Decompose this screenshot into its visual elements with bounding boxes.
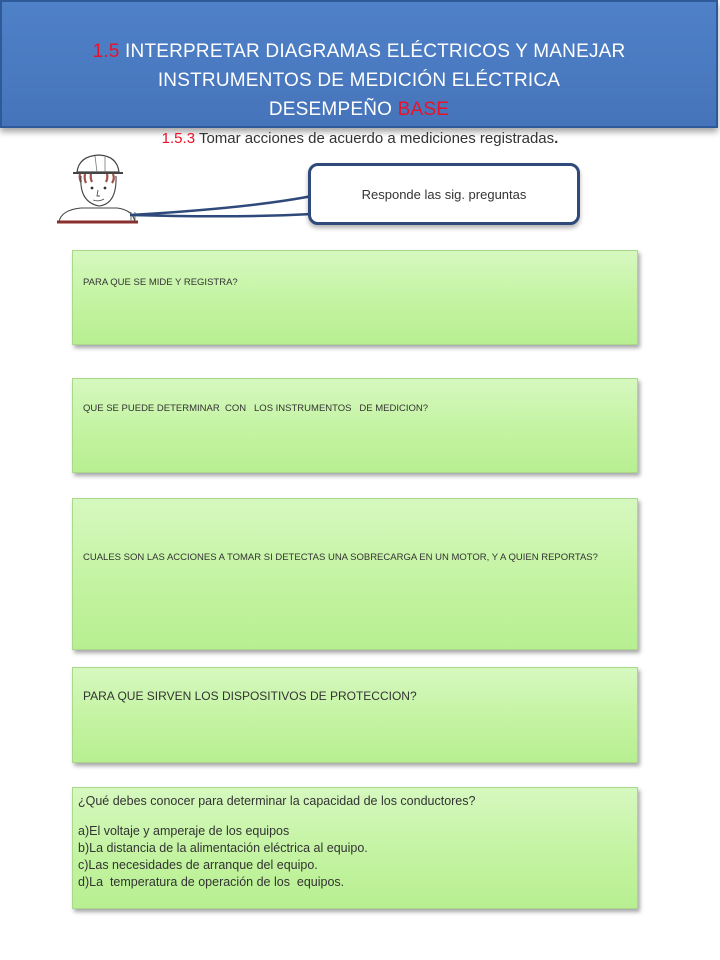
title-line-1 [2, 37, 716, 66]
instruction-bubble [308, 163, 580, 225]
subtitle-dot: . [554, 130, 559, 147]
option-d: d)La temperatura de operación de los equipos. [78, 875, 345, 889]
speech-bubble-tail-icon [130, 170, 315, 230]
subtitle [0, 130, 720, 147]
option-b: b)La distancia de la alimentación eléctrica al equipo. [78, 841, 368, 855]
title-line-3 [2, 95, 716, 124]
title-text-1: INTERPRETAR DIAGRAMAS ELÉCTRICOS Y MANEJAR [119, 41, 626, 62]
option-c: c)Las necesidades de arranque del equipo. [78, 858, 318, 872]
question-2-text: QUE SE PUEDE DETERMINAR CON LOS INSTRUMENTOS DE MEDICION? [83, 403, 429, 414]
question-box-4[interactable] [72, 667, 638, 763]
level-label: DESEMPEÑO [268, 99, 398, 120]
multiple-choice-box[interactable] [72, 787, 638, 909]
option-a: a)El voltaje y amperaje de los equipos [78, 824, 290, 838]
multiple-choice-content [78, 793, 475, 891]
question-1-text: PARA QUE SE MIDE Y REGISTRA? [83, 277, 238, 288]
question-4-text: PARA QUE SIRVEN LOS DISPOSITIVOS DE PROTECCION? [83, 689, 417, 703]
title-line-2: INSTRUMENTOS DE MEDICIÓN ELÉCTRICA [157, 70, 561, 91]
subtitle-text: Tomar acciones de acuerdo a mediciones registradas [195, 130, 555, 147]
subtitle-number: 1.5.3 [161, 130, 196, 147]
question-box-1[interactable] [72, 250, 638, 345]
instruction-text: Responde las sig. preguntas [361, 186, 527, 202]
question-box-2[interactable] [72, 378, 638, 473]
title-banner [0, 0, 718, 128]
section-number: 1.5 [92, 41, 120, 62]
level-value: BASE [397, 99, 450, 120]
worker-illustration-icon [55, 152, 140, 224]
question-3-text: CUALES SON LAS ACCIONES A TOMAR SI DETECTAS UNA SOBRECARGA EN UN MOTOR, Y A QUIEN REPORTAS? [83, 552, 598, 563]
multiple-choice-question: ¿Qué debes conocer para determinar la capacidad de los conductores? [78, 794, 476, 808]
question-box-3[interactable] [72, 498, 638, 650]
